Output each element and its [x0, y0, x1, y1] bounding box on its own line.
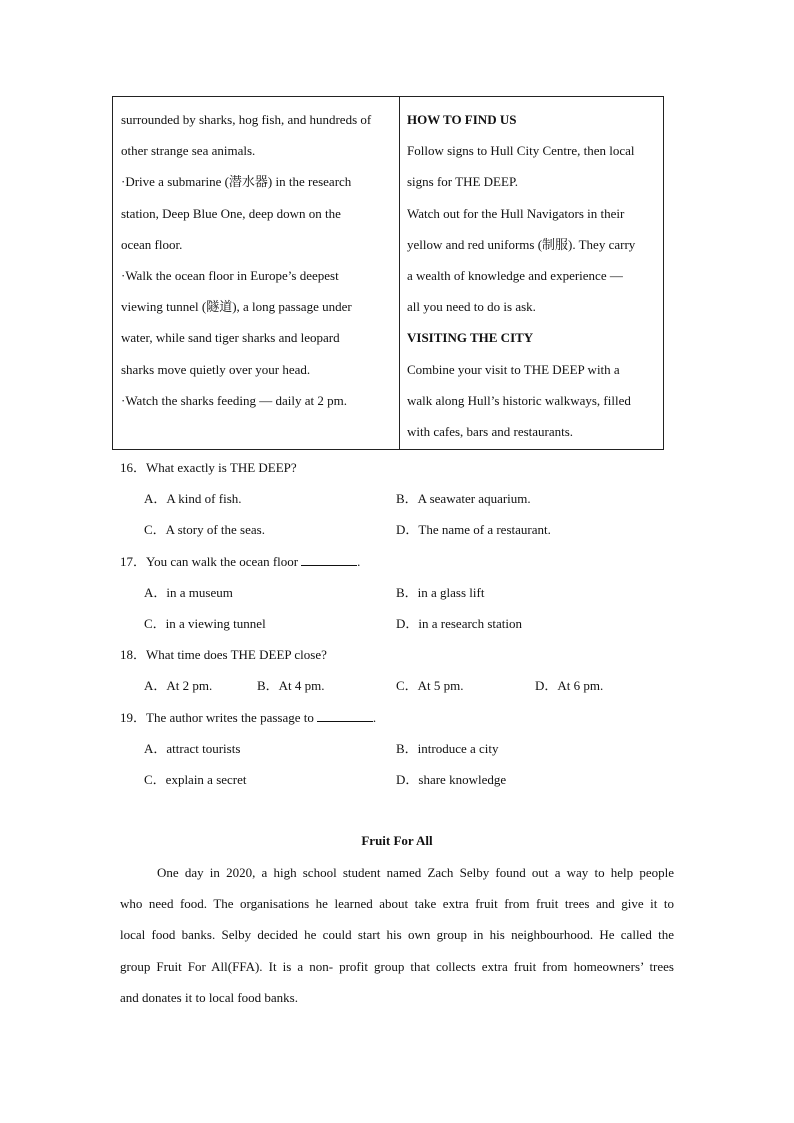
table-right-line: Follow signs to Hull City Centre, then local [407, 143, 635, 159]
option-b[interactable]: B．introduce a city [396, 740, 499, 756]
question-18-options-row [120, 670, 680, 701]
paragraph-line: who need food. The organisations he learned about take extra fruit from fruit trees and give it to [120, 896, 674, 912]
table-left-line: ·Drive a submarine (潜水器) in the research [121, 174, 352, 190]
option-c[interactable]: C．explain a secret [144, 771, 247, 787]
table-left-line: other strange sea animals. [121, 143, 256, 159]
option-d[interactable]: D．in a research station [396, 615, 522, 631]
table-right-line: all you need to do is ask. [407, 299, 536, 315]
question-17-options-row-2 [120, 608, 680, 639]
table-left-line: viewing tunnel (隧道), a long passage under [121, 299, 352, 315]
info-table [112, 96, 664, 450]
option-d[interactable]: D．share knowledge [396, 771, 507, 787]
question-16-stem [120, 452, 680, 483]
question-19-options-row-1 [120, 733, 680, 764]
question-18-stem [120, 639, 680, 670]
table-left-line: station, Deep Blue One, deep down on the [121, 205, 341, 221]
table-right-column [400, 97, 663, 449]
question-17-stem [120, 546, 680, 577]
heading-how-to-find-us: HOW TO FIND US [407, 112, 517, 127]
paragraph-line: group Fruit For All(FFA). It is a non- profit group that collects extra fruit from homeowners’ trees [120, 958, 674, 974]
question-17-options-row-1 [120, 577, 680, 608]
option-b[interactable]: B．At 4 pm. [257, 678, 325, 694]
answer-blank [317, 707, 373, 722]
stem-end: . [357, 553, 361, 569]
question-19-stem [120, 702, 680, 733]
table-right-line: with cafes, bars and restaurants. [407, 423, 574, 439]
option-c[interactable]: C．in a viewing tunnel [144, 615, 266, 631]
option-d[interactable]: D．At 6 pm. [535, 678, 604, 694]
table-right-line: a wealth of knowledge and experience — [407, 267, 623, 283]
stem-end: . [372, 709, 377, 725]
question-text: 17．You can walk the ocean floor [120, 553, 299, 569]
question-19-options-row-2 [120, 764, 680, 795]
paragraph-line: and donates it to local food banks. [120, 989, 298, 1005]
heading-visiting-the-city: VISITING THE CITY [407, 330, 534, 346]
paragraph-line: One day in 2020, a high school student named Zach Selby found out a way to help people [157, 865, 674, 880]
question-16-options-row-1 [120, 483, 680, 514]
paragraph-line: local food banks. Selby decided he could start his own group in his neighbourhood. He called the [120, 927, 674, 943]
option-a[interactable]: A．At 2 pm. [144, 678, 213, 694]
option-d[interactable]: D．The name of a restaurant. [396, 522, 551, 538]
option-a[interactable]: A．in a museum [144, 584, 233, 600]
question-text: 18．What time does THE DEEP close? [120, 647, 327, 663]
question-text: 19．The author writes the passage to [120, 709, 314, 725]
table-right-line: walk along Hull’s historic walkways, filled [407, 392, 631, 408]
table-left-line: ocean floor. [121, 236, 183, 252]
table-left-line: water, while sand tiger sharks and leopard [121, 330, 340, 346]
option-a[interactable]: A．attract tourists [144, 740, 241, 756]
article-body [120, 857, 674, 1013]
option-b[interactable]: B．A seawater aquarium. [396, 491, 531, 507]
table-right-line: Watch out for the Hull Navigators in their [407, 205, 625, 221]
table-left-column [113, 97, 400, 449]
table-left-line: surrounded by sharks, hog fish, and hundreds of [121, 112, 372, 127]
table-left-line: sharks move quietly over your head. [121, 361, 311, 377]
question-text: 16．What exactly is THE DEEP? [120, 460, 297, 475]
article-title: Fruit For All [361, 833, 433, 848]
answer-blank [301, 551, 357, 566]
table-left-line: ·Walk the ocean floor in Europe’s deepest [121, 267, 339, 283]
table-right-line: yellow and red uniforms (制服). They carry [407, 236, 636, 252]
question-list [120, 452, 680, 795]
option-b[interactable]: B．in a glass lift [396, 584, 485, 600]
table-right-line: signs for THE DEEP. [407, 174, 518, 190]
table-right-line: Combine your visit to THE DEEP with a [407, 361, 620, 377]
option-c[interactable]: C．At 5 pm. [396, 678, 464, 694]
question-16-options-row-2 [120, 514, 680, 545]
option-a[interactable]: A．A kind of fish. [144, 491, 242, 507]
table-left-line: ·Watch the sharks feeding — daily at 2 pm. [121, 392, 348, 408]
option-c[interactable]: C．A story of the seas. [144, 522, 265, 538]
